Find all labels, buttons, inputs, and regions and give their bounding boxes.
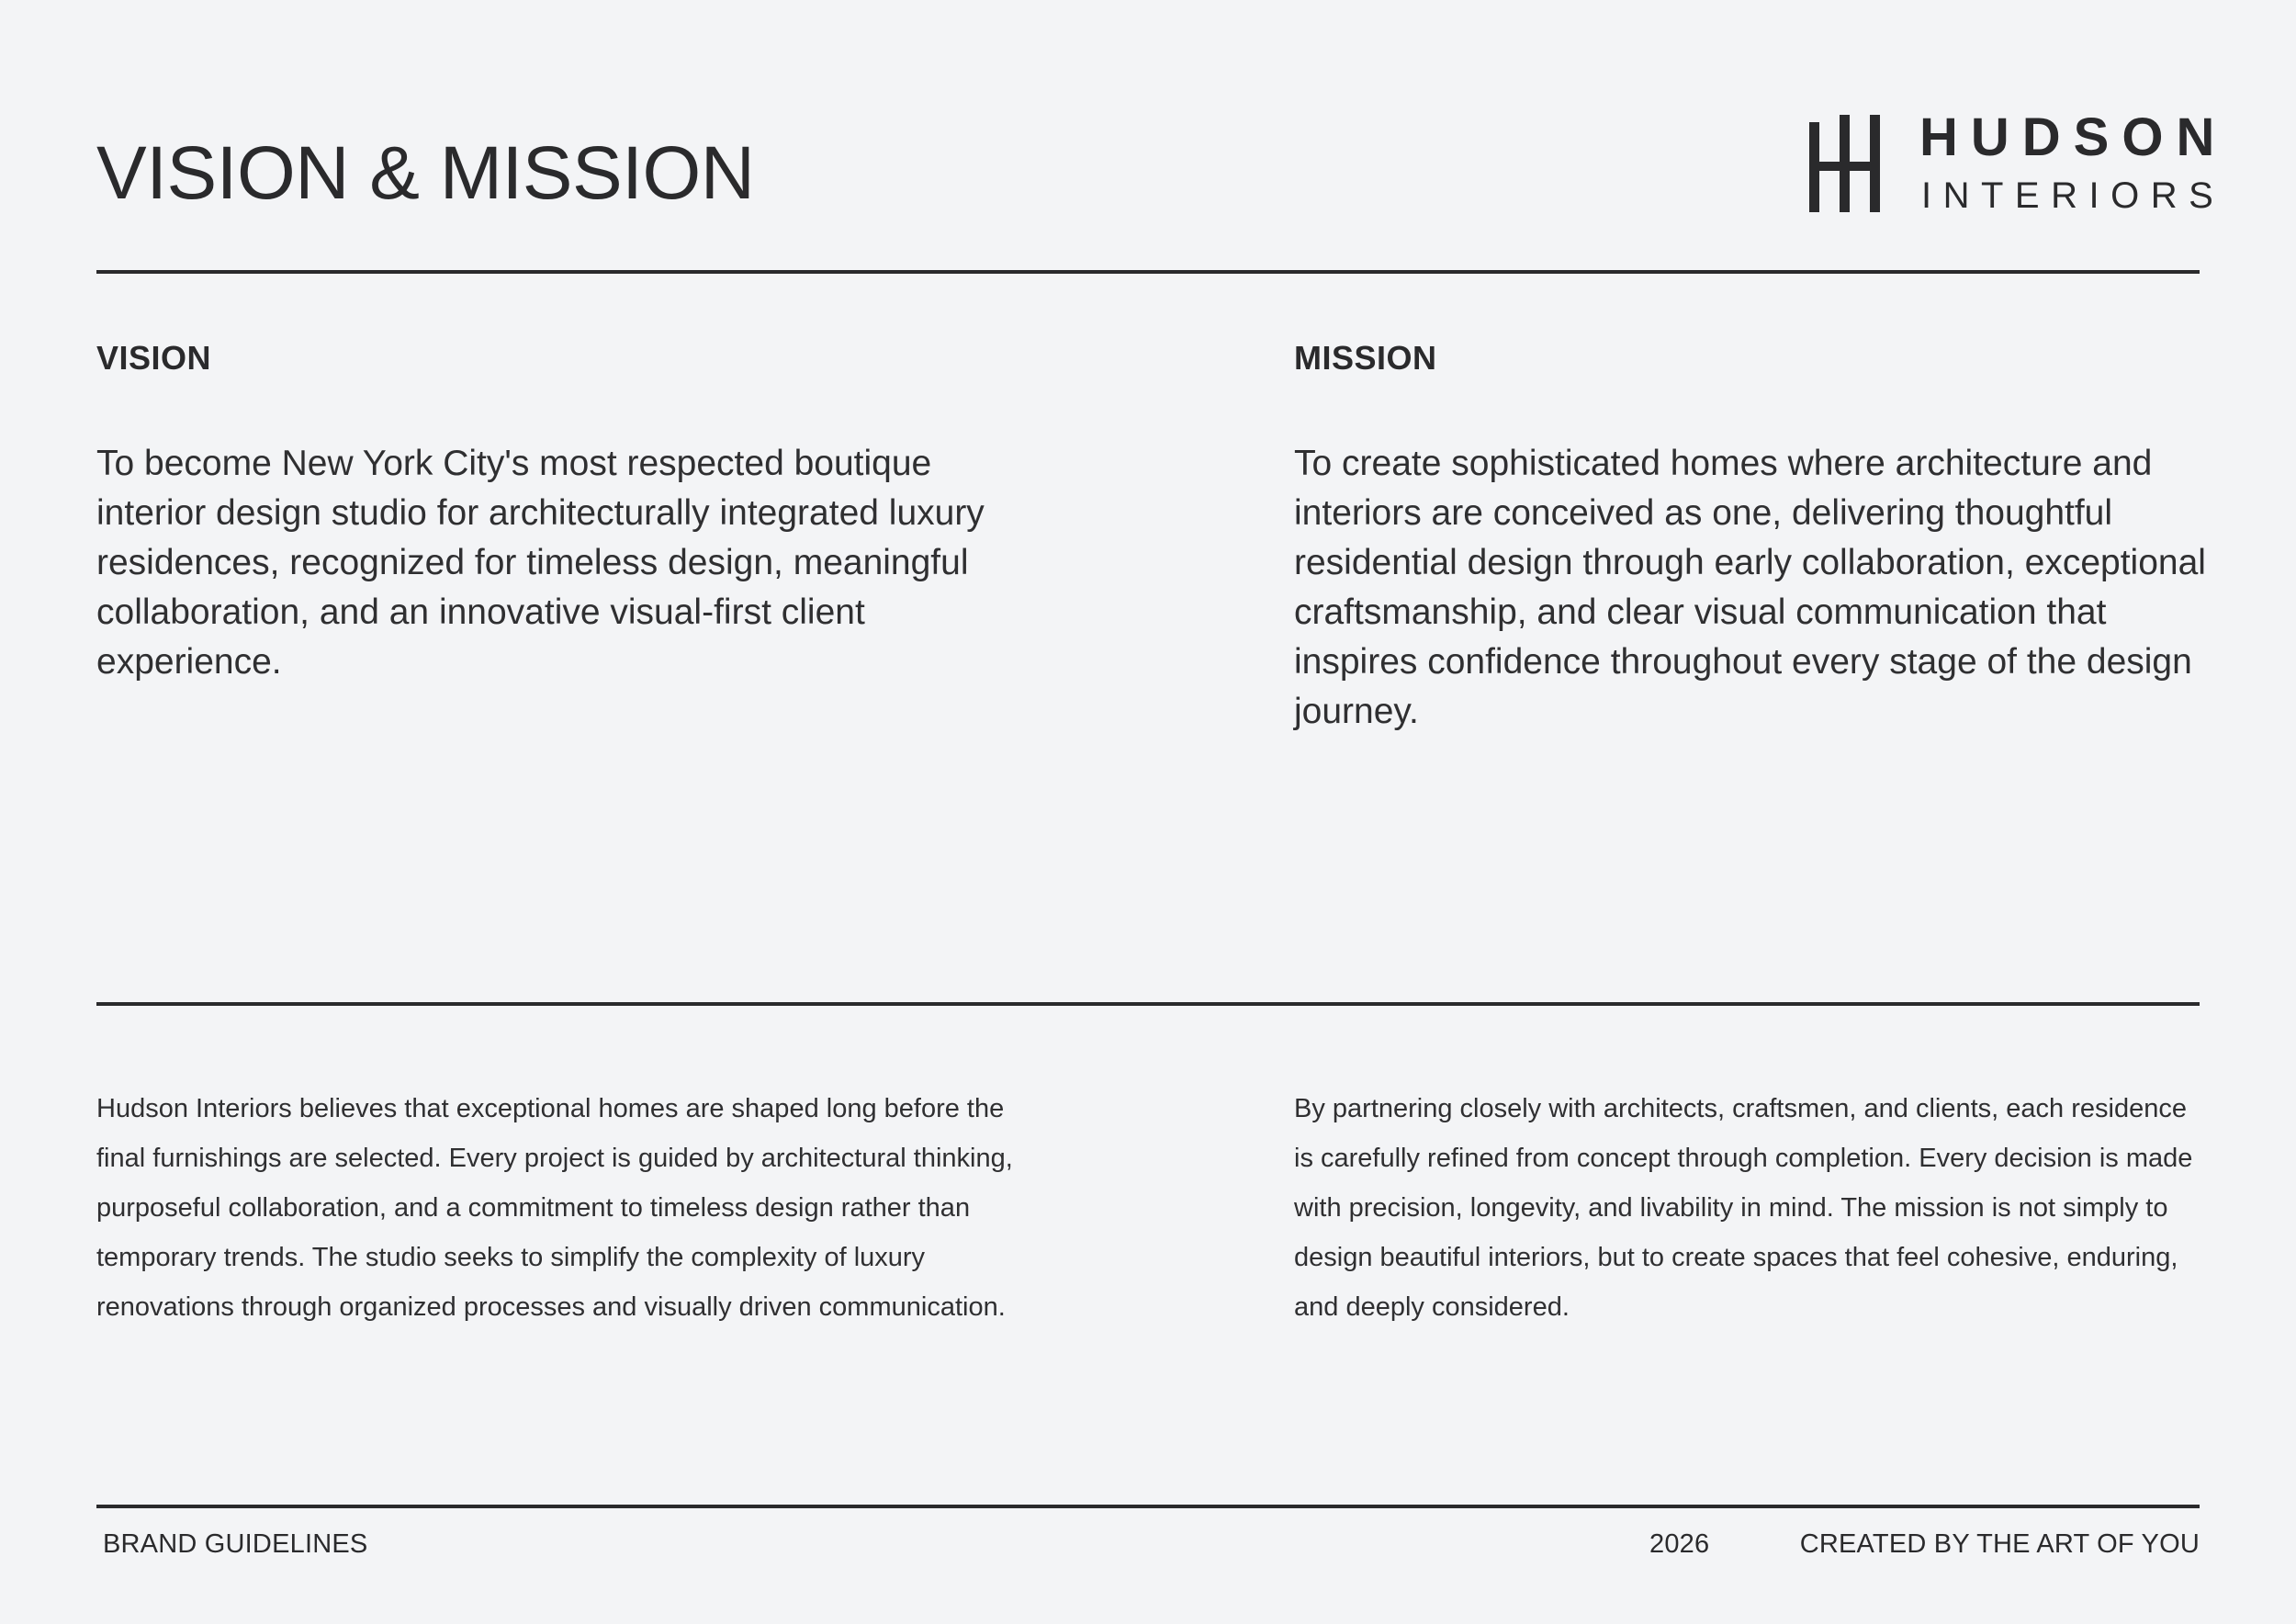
logo-wordmark-secondary: INTERIORS: [1921, 175, 2225, 216]
footer-year: 2026: [1649, 1529, 1710, 1559]
brand-logo: [1809, 107, 2228, 216]
section-divider: [96, 1002, 2200, 1006]
vision-body-text: Hudson Interiors believes that exceptional homes are shaped long before the final furnishings are selected. Every project is guided by architectural thinking, purposeful collaboration, and a commitment to timeless design rather than temporary trends. The studio seeks to simplify the complexity of luxury renovations through organized processes and visually driven communication.: [96, 1094, 1013, 1322]
footer-doc-label: BRAND GUIDELINES: [103, 1529, 368, 1559]
mission-body-text: By partnering closely with architects, craftsmen, and clients, each residence is carefully refined from concept through completion. Every decision is made with precision, longevity, and livability in mind. The mission is not simply to design beautiful interiors, but to create spaces that feel cohesive, enduring, and deeply considered.: [1294, 1094, 2193, 1322]
footer-credit: CREATED BY THE ART OF YOU: [1799, 1529, 2200, 1559]
header-divider: [96, 270, 2200, 274]
hudson-monogram-icon: [1809, 115, 1881, 212]
vision-heading: VISION: [96, 339, 212, 377]
mission-statement: To create sophisticated homes where architecture and interiors are conceived as one, delivering thoughtful residential design through early collaboration, exceptional craftsmanship, and clear visual communication that inspires confidence throughout every stage of the design journey.: [1294, 444, 2206, 731]
logo-wordmark-primary: HUDSON: [1919, 107, 2228, 167]
mission-heading: MISSION: [1294, 339, 1437, 377]
footer-divider: [96, 1505, 2200, 1508]
vision-statement: To become New York City's most respected boutique interior design studio for architecturally integrated luxury residences, recognized for timeless design, meaningful collaboration, and an innovative visual-first client experience.: [96, 444, 985, 682]
page-title: VISION & MISSION: [96, 131, 755, 215]
